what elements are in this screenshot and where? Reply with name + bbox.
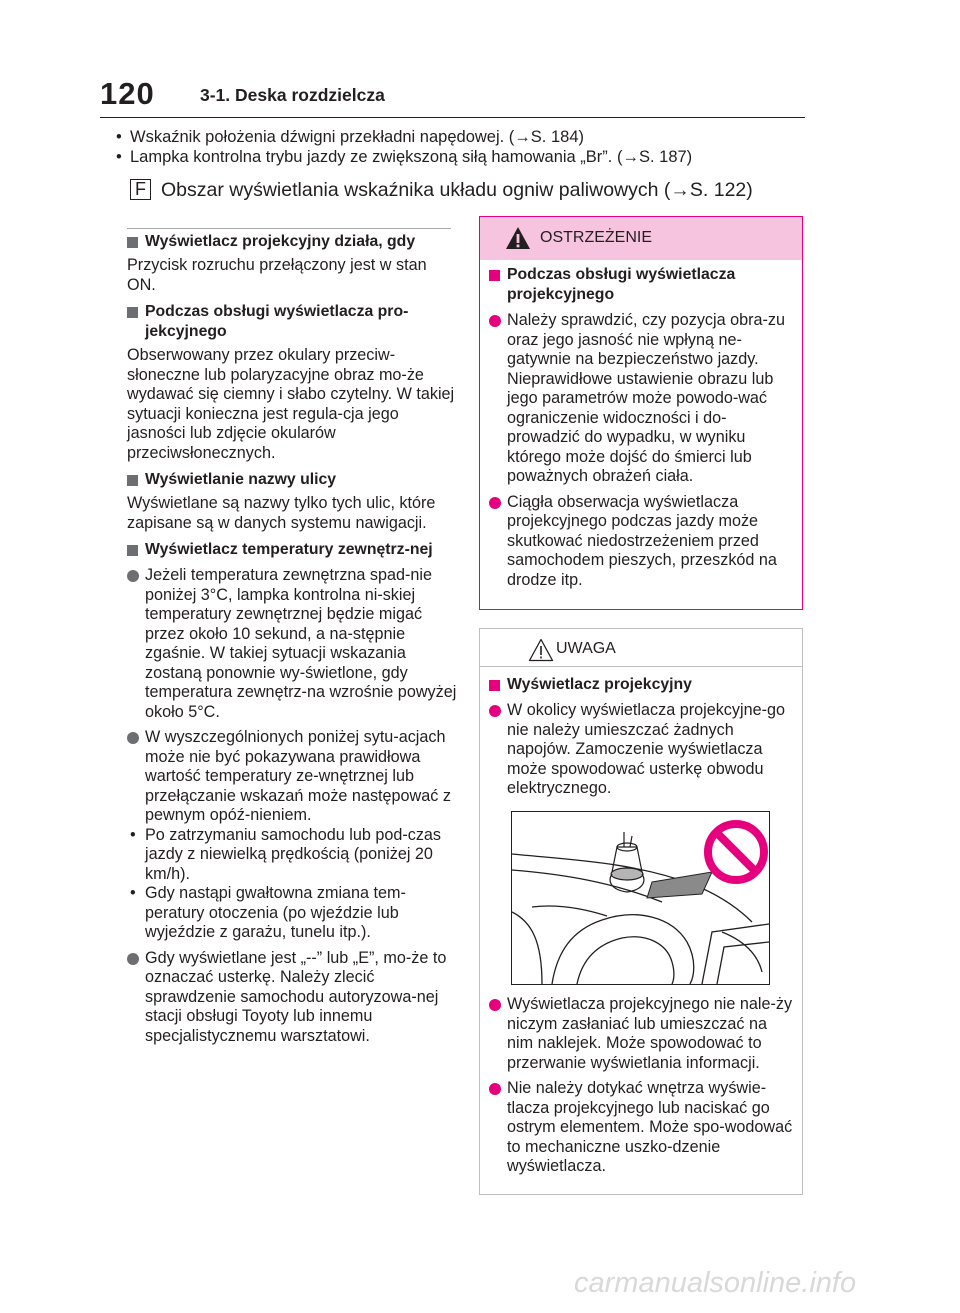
top-bullet-item: • Wskaźnik położenia dźwigni przekładni napędowej. (→S. 184) (112, 127, 792, 147)
caution-content-top (489, 675, 795, 799)
heading-outside-temperature: Wyświetlacz temperatury zewnętrz-nej (127, 540, 457, 560)
warning-heading: Podczas obsługi wyświetlacza projekcyjnego (489, 265, 795, 305)
caution-header-rule (480, 666, 802, 667)
sub-list-item: • Gdy nastąpi gwałtowna zmiana tem-peratury otoczenia (po wjeździe lub wyjeździe z garażu, tunelu itp.). (127, 884, 457, 943)
area-f-label: F (130, 179, 151, 200)
left-column-rule (127, 228, 451, 229)
caution-heading: Wyświetlacz projekcyjny (489, 675, 795, 695)
no-drinks-near-hud-illustration (511, 811, 770, 985)
warning-title: OSTRZEŻENIE (540, 229, 653, 246)
list-item: Nie należy dotykać wnętrza wyświe-tlacza projekcyjnego lub naciskać go ostrym elementem. Może spo-wodować to mechaniczne uszko-dzenie wyświetlacza. (489, 1079, 795, 1177)
heading-hud-works-when: Wyświetlacz projekcyjny działa, gdy (127, 232, 457, 252)
heading-hud-operation: Podczas obsługi wyświetlacza pro-jekcyjnego (127, 302, 457, 342)
paragraph-hud-works-when: Przycisk rozruchu przełączony jest w stan ON. (127, 256, 427, 294)
paragraph-street-name: Wyświetlane są nazwy tylko tych ulic, które zapisane są w danych systemu nawigacji. (127, 494, 436, 532)
list-item: Wyświetlacza projekcyjnego nie nale-ży niczym zasłaniać lub umieszczać na nim naklejek. Może spowodować to przerwanie wyświetlania informacji. (489, 995, 795, 1073)
list-item: Ciągła obserwacja wyświetlacza projekcyjnego podczas jazdy może skutkować niedostrzeżeniem przed samochodem pieszych, przeszkód na drodze itp. (489, 493, 795, 591)
list-item: Jeżeli temperatura zewnętrzna spad-nie poniżej 3°C, lampka kontrolna ni-skiej temperatury zewnętrznej będzie migać przez około 10 sekund, a na-stępnie zgaśnie. W takiej sytuacji wskazania zostaną ponownie wy-świetlone, gdy temperatura zewnętrz-na wzrośnie powyżej około 5°C. (127, 566, 457, 722)
prohibition-icon (708, 824, 764, 880)
warning-triangle-icon (505, 226, 531, 250)
area-f-text: Obszar wyświetlania wskaźnika układu ogniw paliwowych (→S. 122) (161, 179, 753, 201)
list-item: W wyszczególnionych poniżej sytu-acjach może nie być pokazywana prawidłowa wartość temperatury ze-wnętrznej lub przełączanie wskazań może następować z pewnym opóź-nieniem. (127, 728, 457, 826)
area-f-description (130, 177, 810, 203)
sub-list-item: • Po zatrzymaniu samochodu lub pod-czas jazdy z niewielką prędkością (poniżej 20 km/h). (127, 826, 457, 885)
list-item: W okolicy wyświetlacza projekcyjne-go nie należy umieszczać żadnych napojów. Zamoczenie wyświetlacza może spowodować usterkę obwodu elektrycznego. (489, 701, 795, 799)
dashboard-drink-drawing (512, 812, 769, 984)
caution-triangle-icon (528, 638, 554, 662)
paragraph-hud-operation: Obserwowany przez okulary przeciw-słoneczne lub polaryzacyjne obraz mo-że wydawać się ciemny i słabo czytelny. W takiej sytuacji konieczna jest regula-cja jego jasności lub zdjęcie okularów przeciwsłonecznych. (127, 346, 455, 462)
list-item: Gdy wyświetlane jest „--” lub „E”, mo-że to oznaczać usterkę. Należy zlecić sprawdzenie samochodu autoryzowa-nej stacji obsługi Toyoty lub innemu specjalistycznemu warsztatowi. (127, 949, 457, 1047)
warning-content (489, 265, 795, 590)
left-column (127, 232, 457, 1046)
heading-street-name: Wyświetlanie nazwy ulicy (127, 470, 457, 490)
top-bullet-list (112, 127, 792, 167)
caution-title: UWAGA (556, 640, 616, 657)
list-item: Należy sprawdzić, czy pozycja obra-zu oraz jego jasność nie wpłyną ne-gatywnie na bezpieczeństwo jazdy. Nieprawidłowe ustawienie obrazu lub jego parametrów może powodo-wać ograniczenie widoczności i do-prowadzić do wypadku, w wyniku którego może dojść do śmierci lub poważnych obrażeń ciała. (489, 311, 795, 487)
watermark: carmanualsonline.info (574, 1267, 857, 1299)
section-title: 3-1. Deska rozdzielcza (200, 85, 385, 105)
top-bullet-item: • Lampka kontrolna trybu jazdy ze zwiększoną siłą hamowania „Br”. (→S. 187) (112, 147, 792, 167)
page-number: 120 (100, 76, 155, 111)
header-rule (100, 117, 805, 118)
caution-content-bottom (489, 995, 795, 1177)
